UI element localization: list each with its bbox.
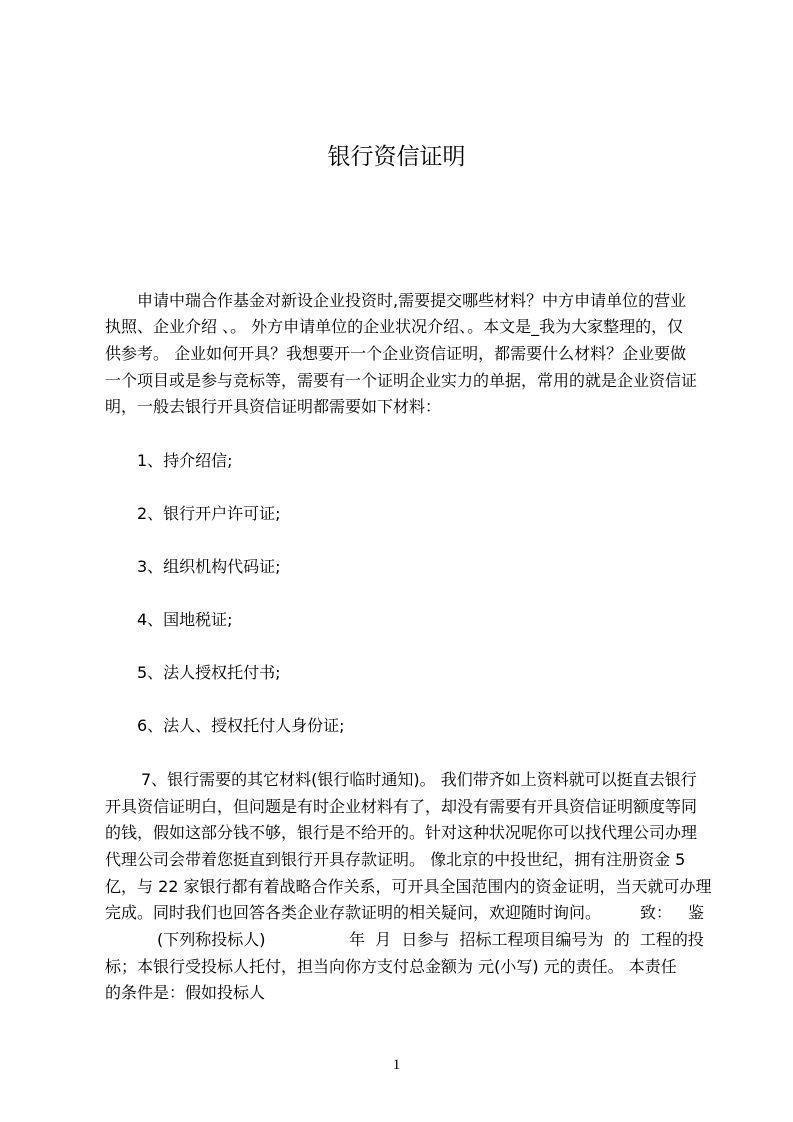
closing-paragraph-line: 代理公司会带着您挺直到银行开具存款证明。 像北京的中投世纪，拥有注册资金 5	[105, 850, 686, 869]
page-number: 1	[392, 1057, 401, 1073]
list-item: 6、法人、授权托付人身份证;	[137, 716, 345, 735]
closing-paragraph-line: 7、银行需要的其它材料(银行临时通知)。 我们带齐如上资料就可以挺直去银行	[141, 770, 697, 789]
list-item: 3、组织机构代码证;	[137, 557, 281, 576]
intro-paragraph-line: 供参考。 企业如何开具？我想要开一个企业资信证明，都需要什么材料？企业要做	[105, 344, 687, 363]
list-item: 2、银行开户许可证;	[137, 504, 281, 523]
list-item: 4、国地税证;	[137, 610, 233, 629]
intro-paragraph-line: 执照、企业介绍 、。 外方申请单位的企业状况介绍、。本文是_我为大家整理的，仅	[105, 317, 684, 336]
intro-paragraph-line: 明，一般去银行开具资信证明都需要如下材料：	[105, 397, 442, 416]
salutation-recipient: 鉴	[688, 903, 705, 922]
closing-paragraph-line: 完成。同时我们也回答各类企业存款证明的相关疑问，欢迎随时询问。	[105, 903, 602, 922]
list-item: 5、法人授权托付书;	[137, 663, 281, 682]
closing-paragraph-line: 的钱，假如这部分钱不够，银行是不给开的。针对这种状况呢你可以找代理公司办理	[105, 823, 698, 842]
document-title: 银行资信证明	[327, 144, 466, 170]
intro-paragraph-line: 申请中瑞合作基金对新设企业投资时,需要提交哪些材料？中方申请单位的营业	[137, 291, 687, 310]
list-item: 1、持介绍信;	[137, 451, 233, 470]
salutation-to: 致：	[640, 903, 673, 922]
closing-paragraph-line: 年 月 日参与 招标工程项目编号为 的 工程的投	[349, 930, 704, 949]
bidder-label: (下列称投标人)	[157, 930, 266, 949]
closing-paragraph-line: 标；本银行受投标人托付，担当向你方支付总金额为 元(小写) 元的责任。 本责任	[105, 957, 677, 976]
closing-paragraph-line: 亿，与 22 家银行都有着战略合作关系，可开具全国范围内的资金证明，当天就可办理	[105, 877, 712, 896]
intro-paragraph-line: 一个项目或是参与竞标等，需要有一个证明企业实力的单据，常用的就是企业资信证	[105, 371, 698, 390]
closing-paragraph-line: 的条件是：假如投标人	[105, 983, 266, 1002]
closing-paragraph-line: 开具资信证明白，但问题是有时企业材料有了，却没有需要有开具资信证明额度等同	[105, 797, 698, 816]
document-body	[105, 0, 712, 1122]
